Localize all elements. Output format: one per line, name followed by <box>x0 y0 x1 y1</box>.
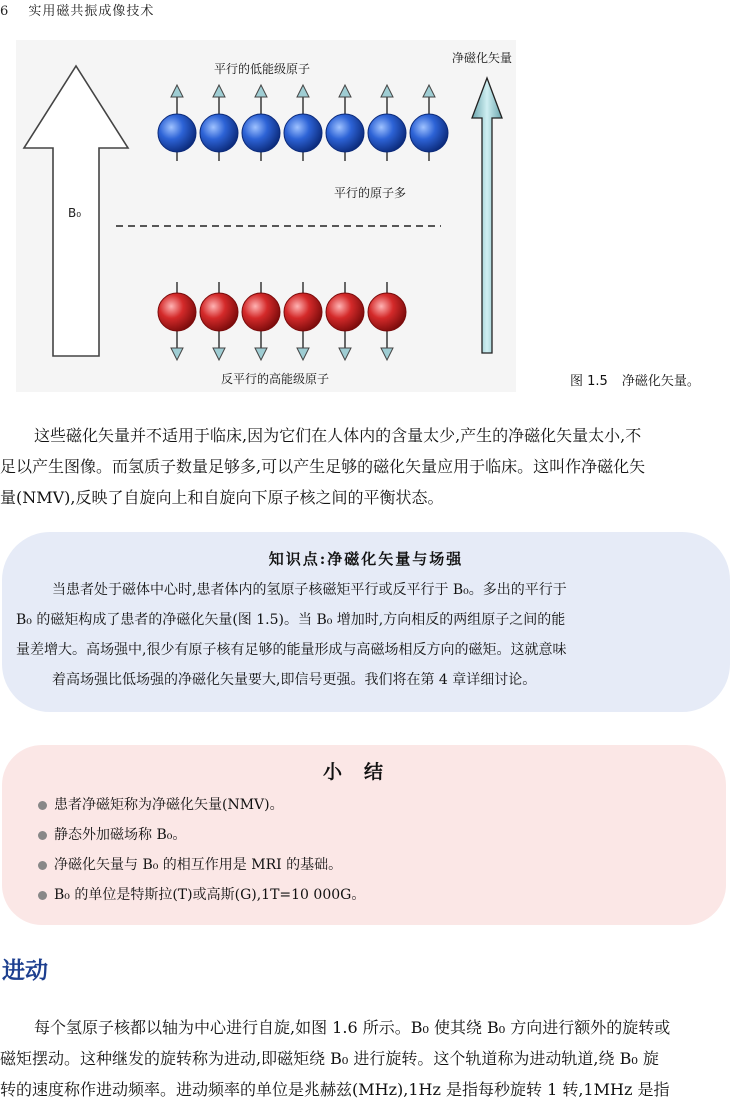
label-nmv: 净磁化矢量 <box>452 51 513 65</box>
summary-item <box>38 820 726 850</box>
summary-item <box>38 790 726 820</box>
knowledge-point-body <box>16 575 710 695</box>
label-parallel-more: 平行的原子多 <box>334 186 407 200</box>
red-atom <box>284 282 322 360</box>
summary-title: 小结 <box>322 761 405 783</box>
paragraph-line: 量(NMV),反映了自旋向上和自旋向下原子核之间的平衡状态。 <box>0 488 444 507</box>
figure-diagram <box>16 40 516 392</box>
blue-atom <box>200 85 238 161</box>
paragraph-line: 这些磁化矢量并不适用于临床,因为它们在人体内的含量太少,产生的净磁化矢量太小,不 <box>34 426 642 445</box>
red-atom <box>200 282 238 360</box>
bullet-icon <box>38 831 47 840</box>
figure-caption-text: 净磁化矢量。 <box>621 374 700 389</box>
paragraph-nmv <box>0 420 730 513</box>
red-atom <box>326 282 364 360</box>
summary-item-text: B₀ 的单位是特斯拉(T)或高斯(G),1T=10 000G。 <box>54 887 366 903</box>
knowledge-line: 着高场强比低场强的净磁化矢量要大,即信号更强。我们将在第 4 章详细讨论。 <box>52 672 537 688</box>
blue-atom <box>158 85 196 161</box>
section-heading: 进动 <box>2 958 48 984</box>
summary-item <box>38 850 726 880</box>
knowledge-line: 当患者处于磁体中心时,患者体内的氢原子核磁矩平行或反平行于 B₀。多出的平行于 <box>52 582 567 598</box>
summary-item-text: 净磁化矢量与 B₀ 的相互作用是 MRI 的基础。 <box>54 857 343 873</box>
bullet-icon <box>38 891 47 900</box>
parallel-atom-group <box>158 85 448 161</box>
red-atom <box>368 282 406 360</box>
figure-net-magnetization <box>16 40 516 392</box>
paragraph-line: 每个氢原子核都以轴为中心进行自旋,如图 1.6 所示。B₀ 使其绕 B₀ 方向进行额外的旋转或 <box>34 1018 671 1037</box>
blue-atom <box>326 85 364 161</box>
page-number: 6 <box>0 4 10 19</box>
knowledge-line: B₀ 的磁矩构成了患者的净磁化矢量(图 1.5)。当 B₀ 增加时,方向相反的两组原子之间的能 <box>16 612 566 628</box>
blue-atom <box>410 85 448 161</box>
book-title: 实用磁共振成像技术 <box>28 4 155 19</box>
running-header <box>0 0 154 19</box>
summary-box <box>2 745 726 925</box>
figure-caption <box>570 370 700 389</box>
red-atom <box>242 282 280 360</box>
summary-item <box>38 880 726 910</box>
bullet-icon <box>38 861 47 870</box>
b0-label: B₀ <box>68 206 82 220</box>
blue-atom <box>368 85 406 161</box>
paragraph-precession <box>0 1012 730 1105</box>
bullet-icon <box>38 801 47 810</box>
summary-item-text: 静态外加磁场称 B₀。 <box>54 827 187 843</box>
paragraph-line: 磁矩摆动。这种继发的旋转称为进动,即磁矩绕 B₀ 进行旋转。这个轨道称为进动轨道,绕 B₀ 旋 <box>0 1049 659 1068</box>
red-atom <box>158 282 196 360</box>
blue-atom <box>242 85 280 161</box>
blue-atom <box>284 85 322 161</box>
knowledge-point-title: 知识点:净磁化矢量与场强 <box>268 550 464 568</box>
summary-list <box>38 790 726 910</box>
summary-item-text: 患者净磁矩称为净磁化矢量(NMV)。 <box>54 797 284 813</box>
paragraph-line: 足以产生图像。而氢质子数量足够多,可以产生足够的磁化矢量应用于临床。这叫作净磁化矢 <box>0 457 646 476</box>
label-antiparallel-high: 反平行的高能级原子 <box>221 372 330 386</box>
label-parallel-low: 平行的低能级原子 <box>214 62 311 76</box>
knowledge-line: 量差增大。高场强中,很少有原子核有足够的能量形成与高磁场相反方向的磁矩。这就意味 <box>16 642 567 658</box>
paragraph-line: 转的速度称作进动频率。进动频率的单位是兆赫兹(MHz),1Hz 是指每秒旋转 1 转,1MHz 是指 <box>0 1080 670 1099</box>
antiparallel-atom-group <box>158 282 406 360</box>
figure-number: 图 1.5 <box>570 374 608 389</box>
knowledge-point-box <box>2 532 730 712</box>
nmv-arrow <box>472 78 502 353</box>
